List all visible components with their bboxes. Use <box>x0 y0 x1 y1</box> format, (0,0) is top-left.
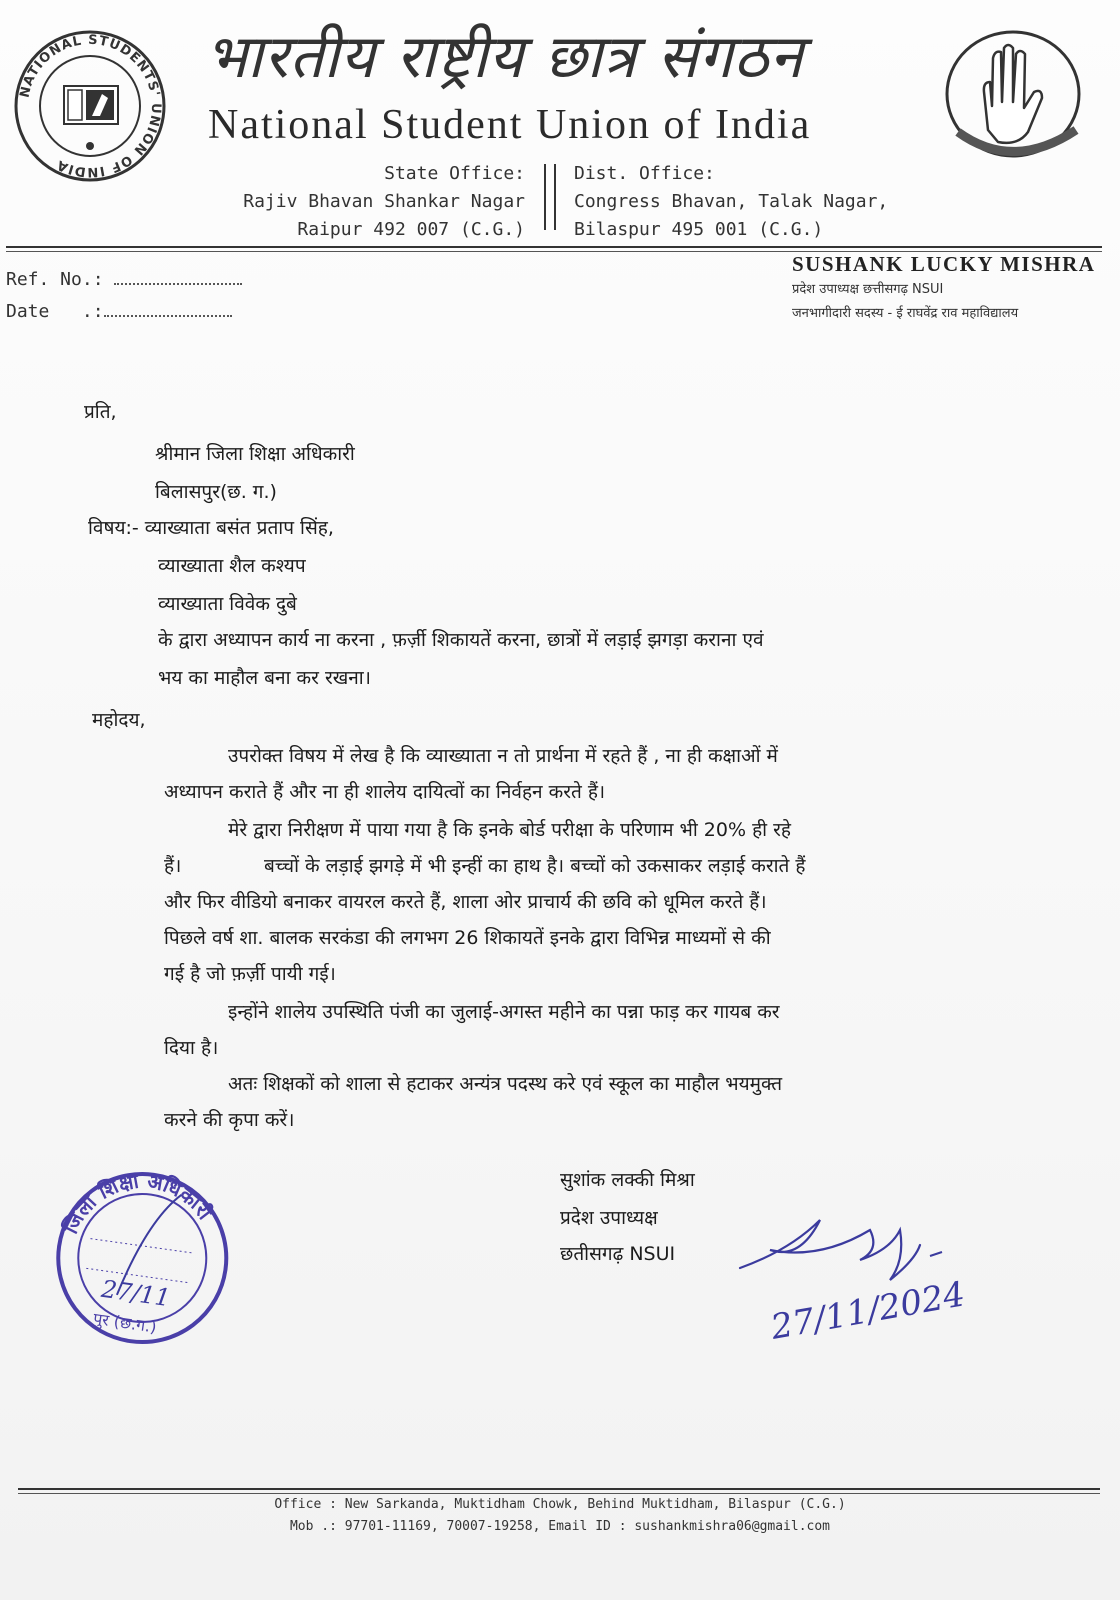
seal-date: 27/11 <box>99 1274 173 1313</box>
dist-office-line1: Congress Bhavan, Talak Nagar, <box>574 191 889 212</box>
date-label: Date <box>6 301 50 322</box>
header-rule <box>6 246 1102 248</box>
footer-contact <box>180 1494 940 1538</box>
footer-contact-details: Mob .: 97701-11169, 70007-19258, Email ID : sushankmishra06@gmail.com <box>289 1519 831 1534</box>
para1-line2: अध्यापन कराते हैं और ना ही शालेय दायित्वों का निर्वहन करते हैं। <box>164 781 606 803</box>
subject-line2: व्याख्याता शैल कश्यप <box>158 555 306 577</box>
salutation: महोदय, <box>92 709 146 731</box>
footer-office-address: Office : New Sarkanda, Muktidham Chowk, Behind Muktidham, Bilaspur (C.G.) <box>274 1497 846 1512</box>
hand-symbol-icon <box>938 22 1088 172</box>
para4-line2: करने की कृपा करें। <box>164 1109 295 1131</box>
para2-line2-start: हैं। <box>164 855 182 877</box>
state-office-label: State Office: <box>384 163 525 184</box>
to-label: प्रति, <box>84 401 117 423</box>
dist-office-label: Dist. Office: <box>574 163 715 184</box>
office-seal-stamp <box>52 1150 232 1370</box>
nsui-emblem-icon <box>12 28 168 184</box>
state-office-line1: Rajiv Bhavan Shankar Nagar <box>243 191 525 212</box>
para2-line2-rest: बच्चों के लड़ाई झगड़े में भी इन्हीं का हाथ है। बच्चों को उकसाकर लड़ाई कराते हैं <box>264 855 806 877</box>
seal-bottom-text: पुर (छ.ग.) <box>92 1308 158 1337</box>
footer-rule <box>18 1488 1100 1490</box>
ref-label: Ref. No.: <box>6 269 104 290</box>
state-office <box>235 160 525 244</box>
office-divider <box>544 164 556 230</box>
title-hindi: भारतीय राष्ट्रीय छात्र संगठन <box>205 22 804 92</box>
sender-designation: प्रदेश उपाध्यक्ष छत्तीसगढ़ NSUI <box>792 282 944 297</box>
ref-blank <box>114 271 242 285</box>
subject-line1: विषय:- व्याख्याता बसंत प्रताप सिंह, <box>88 517 334 539</box>
dist-office <box>574 160 914 244</box>
handwritten-signature <box>730 1190 1020 1350</box>
title-english: National Student Union of India <box>208 102 812 148</box>
subject-line3: व्याख्याता विवेक दुबे <box>158 593 297 615</box>
ref-date-block: Ref. No.: Date .: <box>6 264 242 328</box>
dist-office-line2: Bilaspur 495 001 (C.G.) <box>574 219 824 240</box>
para1-line1: उपरोक्त विषय में लेख है कि व्याख्याता न तो प्रार्थना में रहते हैं , ना ही कक्षाओं में <box>228 745 778 767</box>
signatory-name: सुशांक लक्की मिश्रा <box>560 1169 695 1191</box>
sender-name: SUSHANK LUCKY MISHRA <box>792 252 1096 276</box>
para2-line5: गई है जो फ़र्ज़ी पायी गई। <box>164 963 336 985</box>
para3-line2: दिया है। <box>164 1037 219 1059</box>
state-office-line2: Raipur 492 007 (C.G.) <box>297 219 525 240</box>
signatory-org: छतीसगढ़ NSUI <box>560 1243 676 1265</box>
date-blank <box>104 303 232 317</box>
para3-line1: इन्होंने शालेय उपस्थिति पंजी का जुलाई-अगस्त महीने का पन्ना फाड़ कर गायब कर <box>228 1001 780 1023</box>
signature-date: 27/11/2024 <box>768 1274 968 1348</box>
subject-line5: भय का माहौल बना कर रखना। <box>158 667 371 689</box>
subject-line4: के द्वारा अध्यापन कार्य ना करना , फ़र्ज़ी शिकायतें करना, छात्रों में लड़ाई झगड़ा कराना एवं <box>158 629 764 651</box>
signatory-title: प्रदेश उपाध्यक्ष <box>560 1207 658 1229</box>
sender-membership: जनभागीदारी सदस्य - ई राघवेंद्र राव महाविद्यालय <box>792 306 1019 321</box>
recipient-line2: बिलासपुर(छ. ग.) <box>155 481 277 503</box>
sender-block <box>792 250 1102 326</box>
emblem-ring-text: NATIONAL STUDENTS' UNION OF INDIA <box>17 32 164 180</box>
seal-top-text: जिला शिक्षा अधिकारी <box>58 1168 218 1238</box>
para4-line1: अतः शिक्षकों को शाला से हटाकर अन्यंत्र पदस्थ करे एवं स्कूल का माहौल भयमुक्त <box>228 1073 783 1095</box>
para2-line1: मेरे द्वारा निरीक्षण में पाया गया है कि इनके बोर्ड परीक्षा के परिणाम भी 20% ही रहे <box>228 819 791 841</box>
para2-line3: और फिर वीडियो बनाकर वायरल करते हैं, शाला ओर प्राचार्य की छवि को धूमिल करते हैं। <box>164 891 767 913</box>
recipient-line1: श्रीमान जिला शिक्षा अधिकारी <box>155 443 355 465</box>
para2-line4: पिछले वर्ष शा. बालक सरकंडा की लगभग 26 शिकायतें इनके द्वारा विभिन्न माध्यमों से की <box>164 927 771 949</box>
